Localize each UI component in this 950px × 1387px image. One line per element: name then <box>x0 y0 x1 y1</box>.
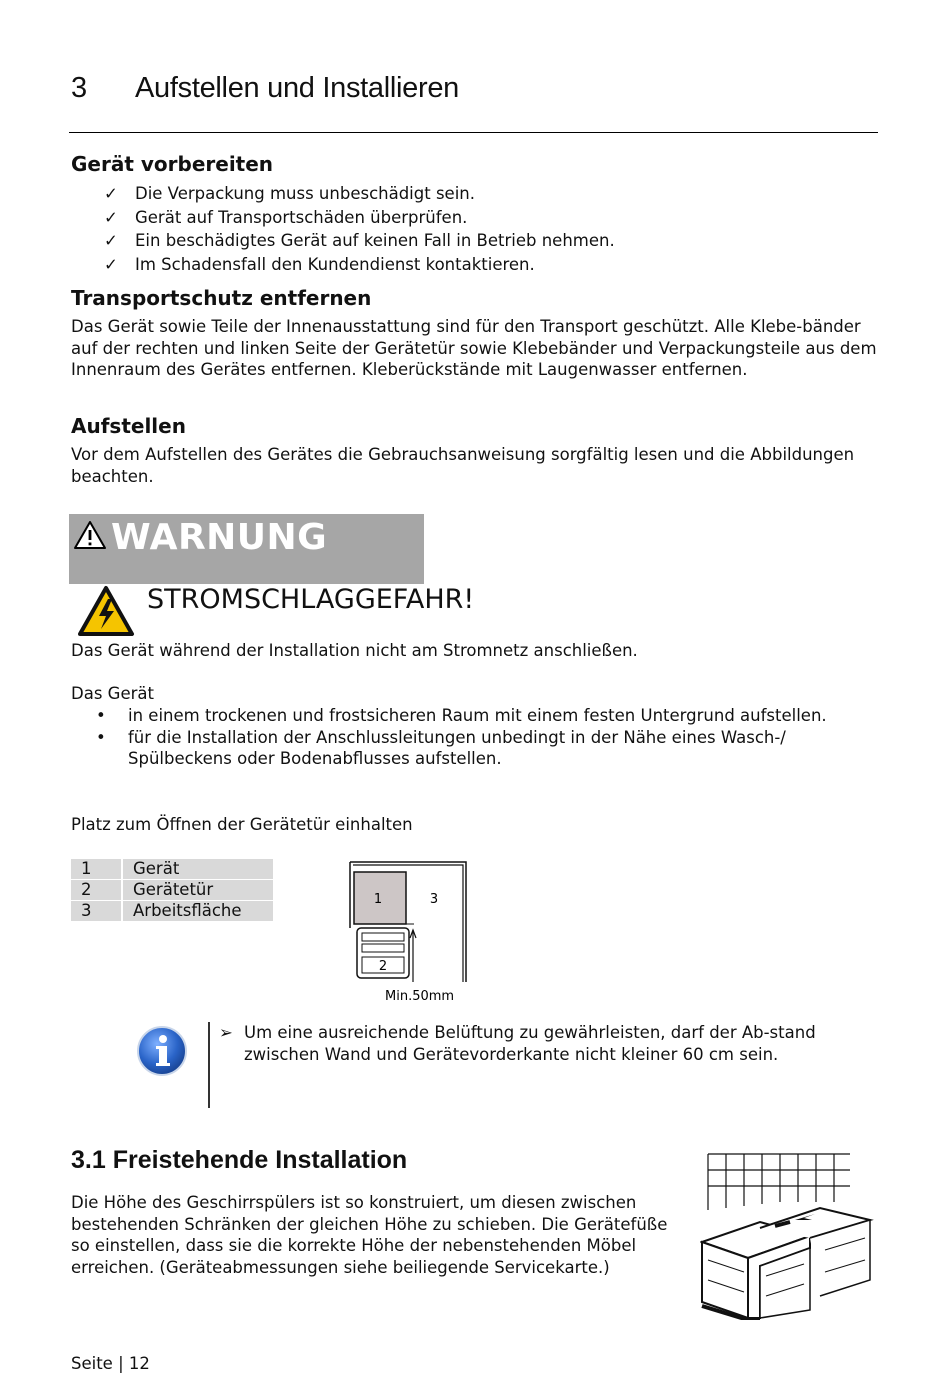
min-distance-label: Min.50mm <box>385 989 455 1004</box>
list-item: ✓ Ein beschädigtes Gerät auf keinen Fall in Betrieb nehmen. <box>104 229 615 253</box>
list-item: • für die Installation der Anschlussleitungen unbedingt in der Nähe eines Wasch-/ Spülbeckens oder Bodenabflusses aufstellen. <box>96 727 786 769</box>
check-icon: ✓ <box>104 184 118 203</box>
info-icon <box>136 1025 188 1077</box>
list-item: ✓ Die Verpackung muss unbeschädigt sein. <box>104 182 615 206</box>
list-item: ✓ Im Schadensfall den Kundendienst kontaktieren. <box>104 253 615 277</box>
chapter-number: 3 <box>71 72 87 104</box>
transport-heading: Transportschutz entfernen <box>71 286 372 310</box>
svg-text:3: 3 <box>429 892 439 907</box>
warning-text: Das Gerät während der Installation nicht am Stromnetz anschließen. <box>71 641 638 660</box>
chapter-title: Aufstellen und Installieren <box>135 72 459 104</box>
warning-label: WARNUNG <box>111 517 328 558</box>
check-icon: ✓ <box>104 231 118 250</box>
table-row: 2 Gerätetür <box>71 880 273 900</box>
setup-heading: Aufstellen <box>71 414 186 438</box>
prepare-heading: Gerät vorbereiten <box>71 152 274 176</box>
check-icon: ✓ <box>104 254 118 274</box>
danger-title: STROMSCHLAGGEFAHR! <box>147 584 475 615</box>
heading-rule <box>69 132 878 133</box>
door-text: Platz zum Öffnen der Gerätetür einhalten <box>71 815 413 834</box>
table-row: 3 Arbeitsfläche <box>71 901 273 921</box>
page-footer: Seite | 12 <box>71 1354 150 1373</box>
list-item: ✓ Gerät auf Transportschäden überprüfen. <box>104 206 615 230</box>
prepare-checklist <box>104 182 615 276</box>
electric-hazard-icon <box>77 585 135 637</box>
svg-text:1: 1 <box>373 892 383 907</box>
info-note <box>219 1022 869 1065</box>
door-clearance-diagram <box>340 858 480 1006</box>
arrow-icon: ➢ <box>219 1023 233 1042</box>
warning-triangle-icon <box>73 520 107 550</box>
legend-table <box>71 858 273 922</box>
info-divider <box>208 1022 210 1108</box>
section-heading: 3.1 Freistehende Installation <box>71 1146 408 1174</box>
list-item: • in einem trockenen und frostsicheren Raum mit einem festen Untergrund aufstellen. <box>96 706 827 725</box>
setup-text: Vor dem Aufstellen des Gerätes die Gebrauchsanweisung sorgfältig lesen und die Abbildungen beachten. <box>71 445 855 486</box>
table-row: 1 Gerät <box>71 859 273 879</box>
chapter-heading <box>71 72 459 105</box>
bullet-icon: • <box>96 727 106 747</box>
placement-intro: Das Gerät <box>71 684 154 703</box>
svg-text:2: 2 <box>378 959 388 974</box>
transport-text: Das Gerät sowie Teile der Innenausstattung sind für den Transport geschützt. Alle Klebe-bänder auf der rechten und linken Seite der Gerätetür sowie Klebebänder und Verpackungsteile aus dem Innenraum des Gerätes entfernen. Kleberückstände mit Laugenwasser entfernen. <box>71 317 877 380</box>
warning-box <box>69 514 424 584</box>
freestanding-illustration <box>700 1150 875 1320</box>
freestanding-text: Die Höhe des Geschirrspülers ist so konstruiert, um diesen zwischen bestehenden Schränken der gleichen Höhe zu schieben. Die Gerätefüße so einstellen, dass sie die korrekte Höhe der nebenstehenden Möbel erreichen. (Geräteabmessungen siehe beiliegende Servicekarte.) <box>71 1193 668 1278</box>
placement-list <box>96 705 876 770</box>
bullet-icon: • <box>96 706 106 725</box>
check-icon: ✓ <box>104 207 118 227</box>
info-text: Um eine ausreichende Belüftung zu gewährleisten, darf der Ab-stand zwischen Wand und Gerätevorderkante nicht kleiner 60 cm sein. <box>244 1023 816 1064</box>
